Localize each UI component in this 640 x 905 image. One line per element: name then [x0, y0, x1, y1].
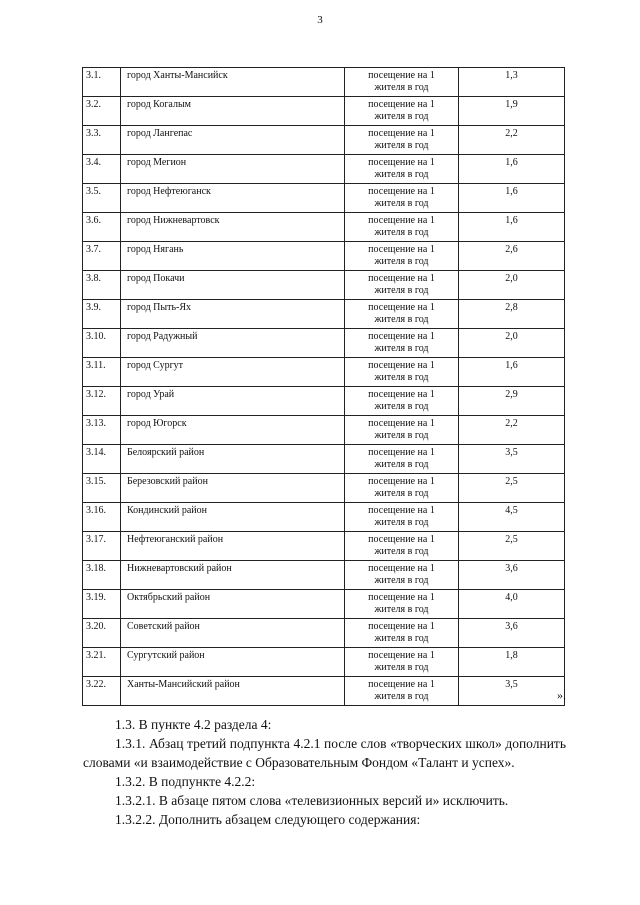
paragraph-1-3-2-1: 1.3.2.1. В абзаце пятом слова «телевизионных версий и» исключить.: [115, 793, 509, 808]
paragraph-1-3-2: 1.3.2. В подпункте 4.2.2:: [115, 774, 256, 789]
municipality-name: город Нягань: [121, 242, 345, 271]
unit-line-2: жителя в год: [374, 603, 429, 615]
unit-line-1: посещение на 1: [368, 331, 435, 342]
table-row: [83, 271, 565, 300]
unit-line-1: посещение на 1: [368, 157, 435, 168]
table-row: [83, 677, 565, 706]
row-number: 3.4.: [83, 155, 121, 184]
indicator-value: 1,8: [459, 648, 565, 677]
municipality-name: город Радужный: [121, 329, 345, 358]
unit-line-1: посещение на 1: [368, 128, 435, 139]
indicator-value: 2,8: [459, 300, 565, 329]
indicator-value: 1,3: [459, 68, 565, 97]
unit-line-2: жителя в год: [374, 342, 429, 354]
row-number: 3.8.: [83, 271, 121, 300]
row-number: 3.12.: [83, 387, 121, 416]
municipality-name: город Пыть-Ях: [121, 300, 345, 329]
unit-line-1: посещение на 1: [368, 215, 435, 226]
unit-cell: [345, 300, 459, 329]
unit-line-2: жителя в год: [374, 110, 429, 122]
table-row: [83, 532, 565, 561]
indicator-value: 1,6: [459, 213, 565, 242]
unit-cell: [345, 329, 459, 358]
row-number: 3.7.: [83, 242, 121, 271]
unit-line-2: жителя в год: [374, 371, 429, 383]
table-row: [83, 126, 565, 155]
unit-line-2: жителя в год: [374, 284, 429, 296]
row-number: 3.21.: [83, 648, 121, 677]
indicator-table: [82, 67, 565, 706]
municipality-name: город Урай: [121, 387, 345, 416]
unit-line-1: посещение на 1: [368, 244, 435, 255]
unit-cell: [345, 126, 459, 155]
row-number: 3.22.: [83, 677, 121, 706]
municipality-name: Березовский район: [121, 474, 345, 503]
paragraph-1-3: 1.3. В пункте 4.2 раздела 4:: [115, 717, 272, 732]
row-number: 3.19.: [83, 590, 121, 619]
municipality-name: город Нижневартовск: [121, 213, 345, 242]
unit-line-1: посещение на 1: [368, 389, 435, 400]
page-number: 3: [317, 14, 323, 26]
table-row: [83, 155, 565, 184]
unit-cell: [345, 271, 459, 300]
row-number: 3.14.: [83, 445, 121, 474]
unit-cell: [345, 619, 459, 648]
indicator-value: 2,5: [459, 474, 565, 503]
unit-line-2: жителя в год: [374, 139, 429, 151]
indicator-value: 1,9: [459, 97, 565, 126]
row-number: 3.20.: [83, 619, 121, 648]
municipality-name: город Сургут: [121, 358, 345, 387]
indicator-value: 2,9: [459, 387, 565, 416]
unit-line-1: посещение на 1: [368, 447, 435, 458]
table-row: [83, 387, 565, 416]
row-number: 3.2.: [83, 97, 121, 126]
unit-line-1: посещение на 1: [368, 563, 435, 574]
table-row: [83, 68, 565, 97]
table-row: [83, 213, 565, 242]
table-row: [83, 445, 565, 474]
unit-line-1: посещение на 1: [368, 418, 435, 429]
row-number: 3.11.: [83, 358, 121, 387]
municipality-name: город Лангепас: [121, 126, 345, 155]
unit-line-1: посещение на 1: [368, 621, 435, 632]
municipality-name: Белоярский район: [121, 445, 345, 474]
unit-line-2: жителя в год: [374, 661, 429, 673]
table-row: [83, 503, 565, 532]
unit-line-2: жителя в год: [374, 690, 429, 702]
indicator-value: 2,0: [459, 271, 565, 300]
unit-cell: [345, 387, 459, 416]
row-number: 3.10.: [83, 329, 121, 358]
table-row: [83, 648, 565, 677]
indicator-value: 2,6: [459, 242, 565, 271]
unit-cell: [345, 68, 459, 97]
unit-cell: [345, 503, 459, 532]
unit-cell: [345, 97, 459, 126]
indicator-value: 1,6: [459, 155, 565, 184]
unit-cell: [345, 648, 459, 677]
indicator-value: 2,2: [459, 416, 565, 445]
table-row: [83, 242, 565, 271]
indicator-value: 3,5: [459, 677, 565, 706]
row-number: 3.6.: [83, 213, 121, 242]
unit-cell: [345, 184, 459, 213]
unit-cell: [345, 561, 459, 590]
row-number: 3.1.: [83, 68, 121, 97]
unit-cell: [345, 590, 459, 619]
unit-cell: [345, 677, 459, 706]
indicator-value: 3,5: [459, 445, 565, 474]
indicator-value: 2,0: [459, 329, 565, 358]
unit-line-1: посещение на 1: [368, 360, 435, 371]
table-row: [83, 329, 565, 358]
row-number: 3.15.: [83, 474, 121, 503]
paragraph-1-3-1: 1.3.1. Абзац третий подпункта 4.2.1 после слов «творческих школ» дополнить словами «и взаимодействие с Образовательным Фондом «Талант и успех».: [83, 736, 566, 770]
table-row: [83, 300, 565, 329]
unit-line-2: жителя в год: [374, 81, 429, 93]
unit-cell: [345, 213, 459, 242]
table-row: [83, 561, 565, 590]
row-number: 3.9.: [83, 300, 121, 329]
table-row: [83, 474, 565, 503]
row-number: 3.3.: [83, 126, 121, 155]
unit-line-2: жителя в год: [374, 313, 429, 325]
table-row: [83, 184, 565, 213]
municipality-name: город Мегион: [121, 155, 345, 184]
municipality-name: Кондинский район: [121, 503, 345, 532]
unit-cell: [345, 242, 459, 271]
row-number: 3.16.: [83, 503, 121, 532]
row-number: 3.13.: [83, 416, 121, 445]
unit-line-1: посещение на 1: [368, 650, 435, 661]
unit-line-1: посещение на 1: [368, 99, 435, 110]
indicator-value: 2,2: [459, 126, 565, 155]
unit-line-2: жителя в год: [374, 545, 429, 557]
municipality-name: город Югорск: [121, 416, 345, 445]
unit-cell: [345, 445, 459, 474]
municipality-name: Ханты-Мансийский район: [121, 677, 345, 706]
unit-line-1: посещение на 1: [368, 534, 435, 545]
unit-line-2: жителя в год: [374, 197, 429, 209]
unit-line-1: посещение на 1: [368, 273, 435, 284]
unit-line-2: жителя в год: [374, 458, 429, 470]
indicator-value: 3,6: [459, 619, 565, 648]
unit-cell: [345, 155, 459, 184]
table-row: [83, 590, 565, 619]
unit-line-2: жителя в год: [374, 226, 429, 238]
unit-cell: [345, 532, 459, 561]
body-text: [83, 715, 566, 829]
municipality-name: Октябрьский район: [121, 590, 345, 619]
municipality-name: город Нефтеюганск: [121, 184, 345, 213]
table-row: [83, 358, 565, 387]
row-number: 3.5.: [83, 184, 121, 213]
unit-cell: [345, 474, 459, 503]
unit-line-2: жителя в год: [374, 400, 429, 412]
indicator-value: 4,5: [459, 503, 565, 532]
table-row: [83, 416, 565, 445]
row-number: 3.18.: [83, 561, 121, 590]
indicator-value: 1,6: [459, 184, 565, 213]
municipality-name: город Покачи: [121, 271, 345, 300]
unit-cell: [345, 358, 459, 387]
unit-line-1: посещение на 1: [368, 70, 435, 81]
unit-line-1: посещение на 1: [368, 679, 435, 690]
unit-line-1: посещение на 1: [368, 302, 435, 313]
municipality-name: Советский район: [121, 619, 345, 648]
unit-line-2: жителя в год: [374, 632, 429, 644]
unit-line-1: посещение на 1: [368, 186, 435, 197]
paragraph-1-3-2-2: 1.3.2.2. Дополнить абзацем следующего содержания:: [115, 812, 421, 827]
municipality-name: Нефтеюганский район: [121, 532, 345, 561]
unit-line-2: жителя в год: [374, 429, 429, 441]
municipality-name: город Ханты-Мансийск: [121, 68, 345, 97]
municipality-name: Нижневартовский район: [121, 561, 345, 590]
unit-line-1: посещение на 1: [368, 592, 435, 603]
indicator-value: 2,5: [459, 532, 565, 561]
unit-line-2: жителя в год: [374, 516, 429, 528]
indicator-value: 4,0: [459, 590, 565, 619]
municipality-name: Сургутский район: [121, 648, 345, 677]
unit-line-2: жителя в год: [374, 574, 429, 586]
unit-line-2: жителя в год: [374, 168, 429, 180]
unit-line-2: жителя в год: [374, 487, 429, 499]
indicator-value: 3,6: [459, 561, 565, 590]
unit-cell: [345, 416, 459, 445]
table-row: [83, 619, 565, 648]
municipality-name: город Когалым: [121, 97, 345, 126]
table-row: [83, 97, 565, 126]
row-number: 3.17.: [83, 532, 121, 561]
unit-line-1: посещение на 1: [368, 505, 435, 516]
indicator-value: 1,6: [459, 358, 565, 387]
unit-line-2: жителя в год: [374, 255, 429, 267]
closing-quote: ».: [557, 688, 566, 702]
unit-line-1: посещение на 1: [368, 476, 435, 487]
